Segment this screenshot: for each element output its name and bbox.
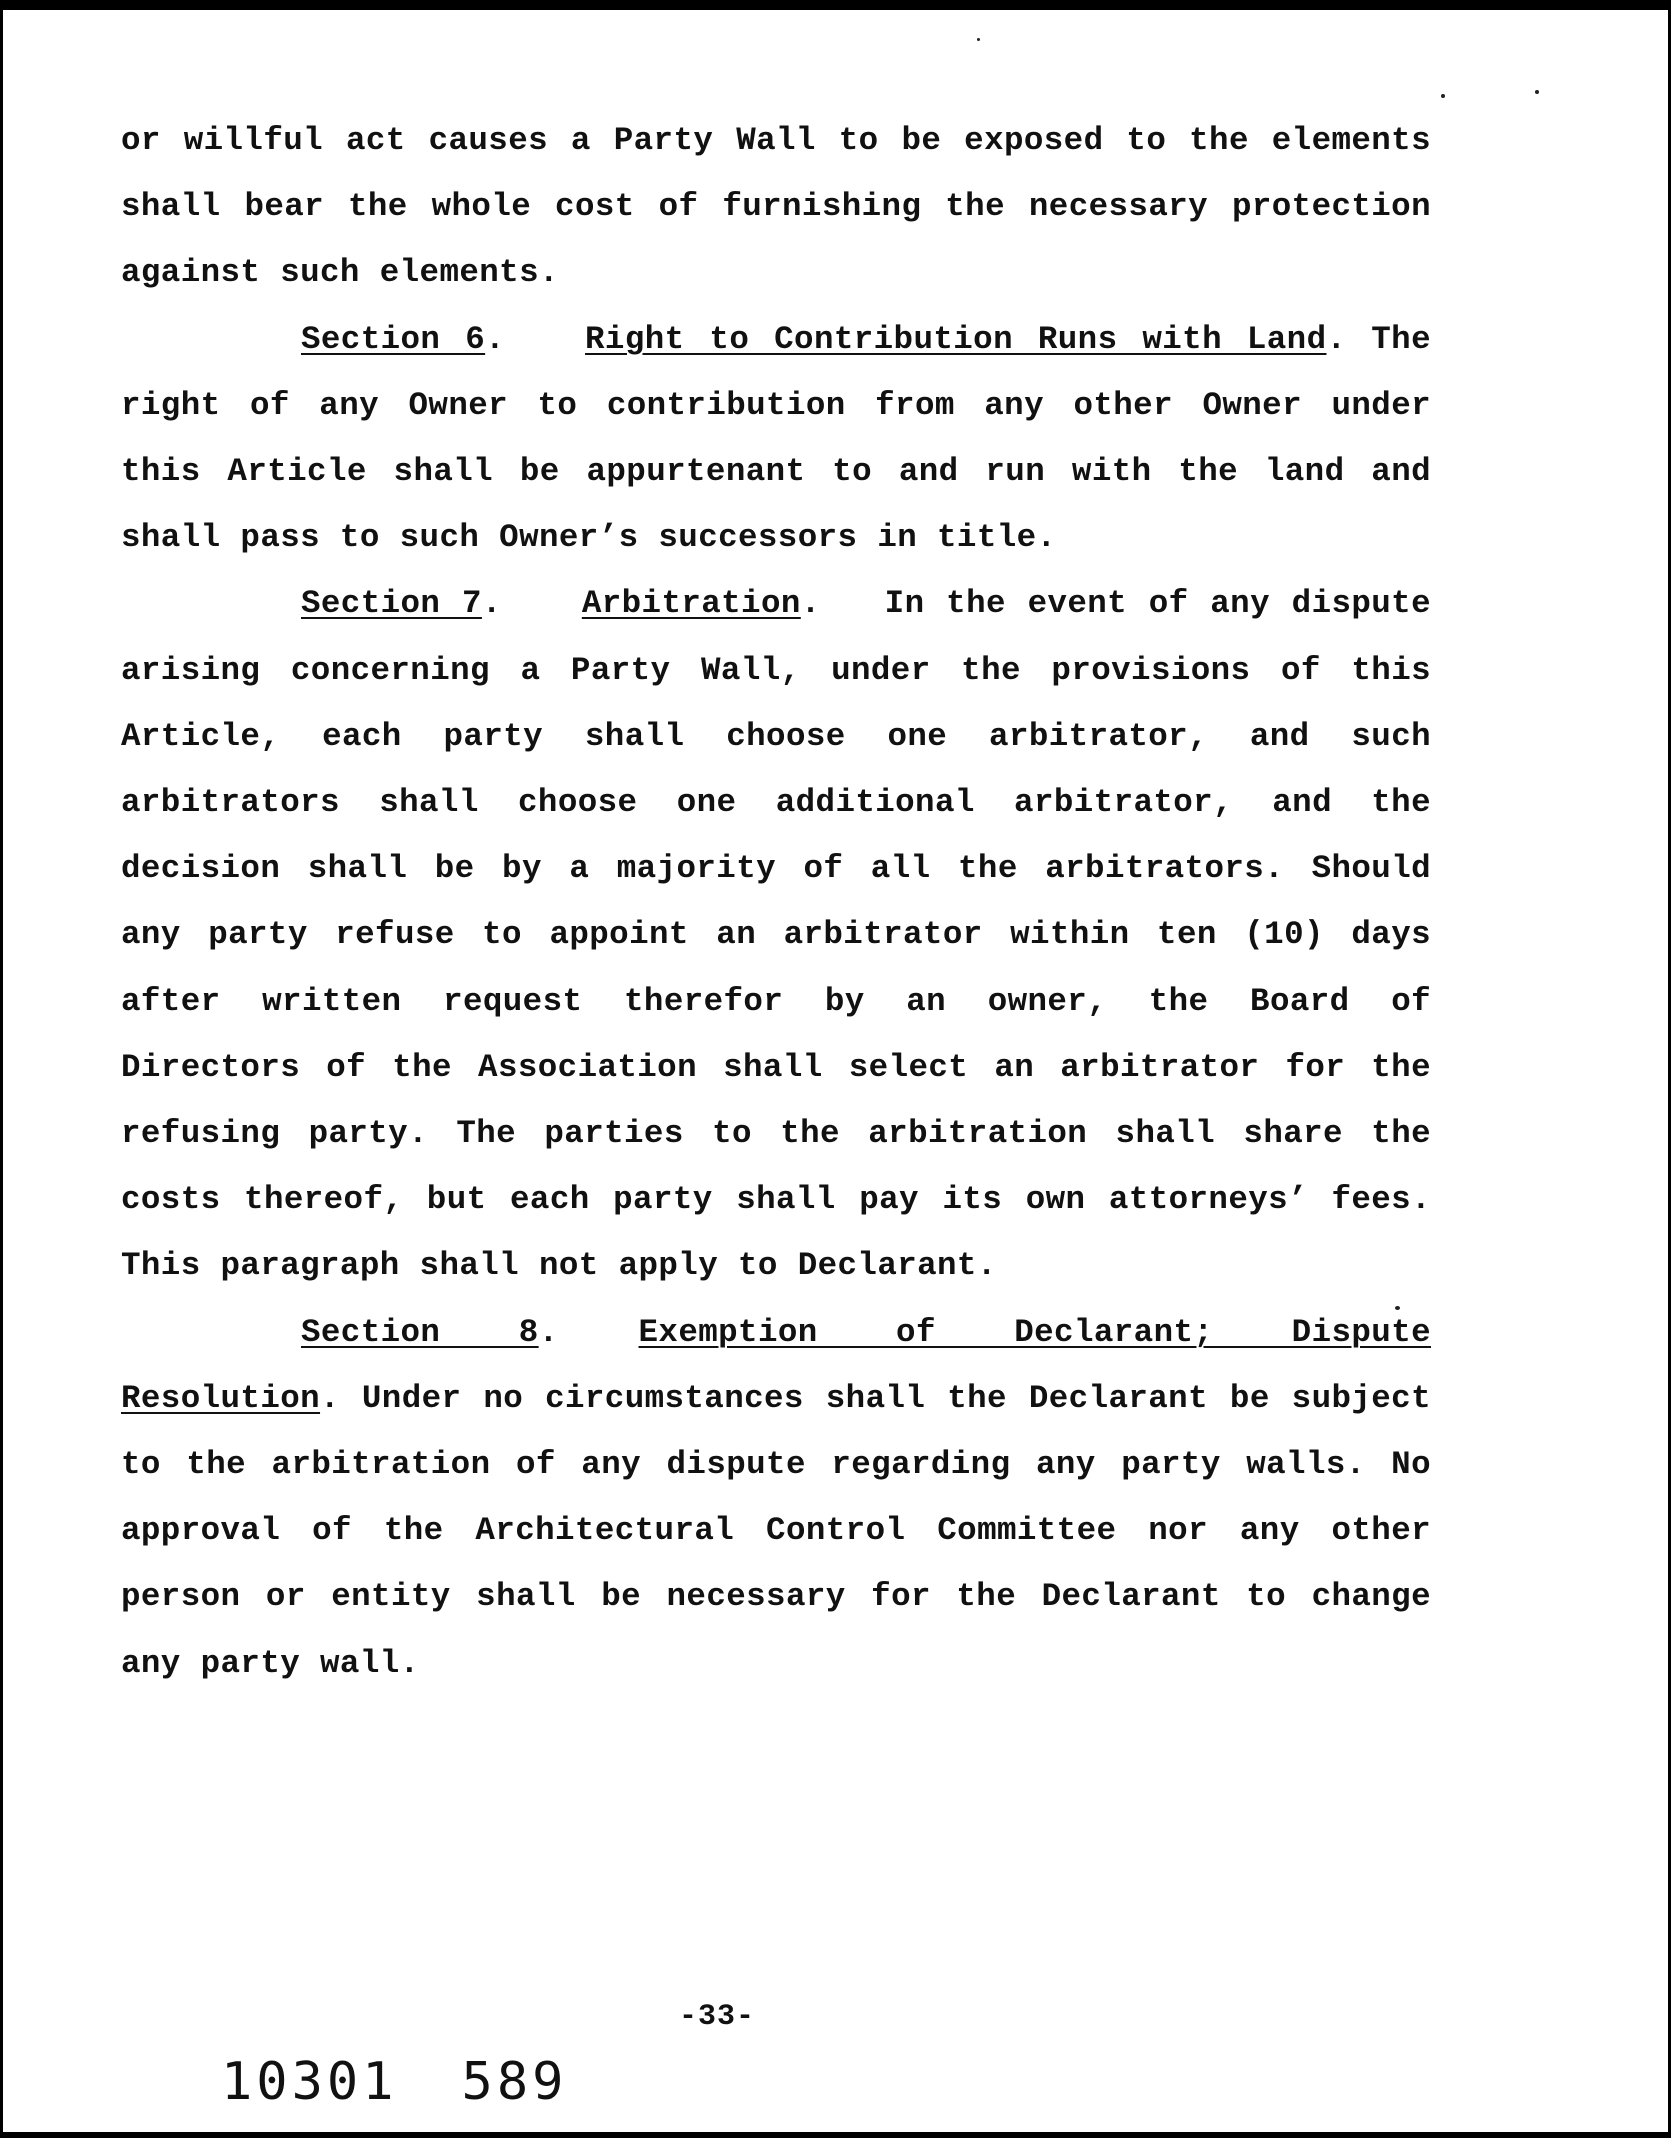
- scan-speck: [1535, 90, 1539, 94]
- footer-record-code: [221, 2052, 567, 2112]
- scan-speck: [1395, 1306, 1400, 1310]
- footer-code-right: 589: [461, 2052, 568, 2112]
- scan-speck: [977, 38, 980, 41]
- section-8-text: Under no circumstances shall the Declarant be subject to the arbitration of any dispute regarding any party walls. No approval of the Architectural Control Committee nor any other person or entity shall be necessary for the Declarant to change any party wall.: [121, 1379, 1431, 1682]
- scan-speck: [1441, 94, 1445, 98]
- section-7-paragraph: Section 7. Arbitration. In the event of any dispute arising concerning a Party Wall, under the provisions of this Article, each party shall choose one arbitrator, and such arbitrators shall choose one additional arbitrator, and the decision shall be by a majority of all the arbitrators. Should any party refuse to appoint an arbitrator within ten (10) days after written request therefor by an owner, the Board of Directors of the Association shall select an arbitrator for the refusing party. The parties to the arbitration shall share the costs thereof, but each party shall pay its own attorneys’ fees. This paragraph shall not apply to Declarant.: [121, 585, 1431, 1285]
- section-6-paragraph: Section 6. Right to Contribution Runs with Land. The right of any Owner to contribution from any other Owner under this Article shall be appurtenant to and run with the land and shall pass to such Owner’s successors in title.: [121, 320, 1431, 557]
- section-6-label: Section 6: [301, 320, 486, 358]
- section-7-text: In the event of any dispute arising concerning a Party Wall, under the provisions of this Article, each party shall choose one arbitrator, and such arbitrators shall choose one additional arbitrator, and the decision shall be by a majority of all the arbitrators. Should any party refuse to appoint an arbitrator within ten (10) days after written request therefor by an owner, the Board of Directors of the Association shall select an arbitrator for the refusing party. The parties to the arbitration shall share the costs thereof, but each party shall pay its own attorneys’ fees. This paragraph shall not apply to Declarant.: [121, 585, 1431, 1285]
- section-8-title: Exemption of Declarant; Dispute Resolution: [121, 1313, 1431, 1417]
- section-8-label: Section 8: [301, 1313, 539, 1351]
- document-body: [121, 108, 1431, 1697]
- section-7-label: Section 7: [301, 585, 482, 623]
- section-8-paragraph: Section 8. Exemption of Declarant; Dispute Resolution. Under no circumstances shall the Declarant be subject to the arbitration of any dispute regarding any party walls. No approval of the Architectural Control Committee nor any other person or entity shall be necessary for the Declarant to change any party wall.: [121, 1313, 1431, 1682]
- section-6-text: The right of any Owner to contribution from any other Owner under this Article shall be appurtenant to and run with the land and shall pass to such Owner’s successors in title.: [121, 320, 1431, 557]
- footer-code-left: 10301: [221, 2052, 398, 2112]
- paragraph-continuation: [121, 108, 1431, 307]
- section-7-title: Arbitration: [581, 585, 801, 623]
- paragraph-text: or willful act causes a Party Wall to be exposed to the elements shall bear the whole cost of furnishing the necessary protection against such elements.: [121, 122, 1431, 292]
- page-number: -33-: [679, 2000, 756, 2034]
- section-6-title: Right to Contribution Runs with Land: [585, 320, 1327, 358]
